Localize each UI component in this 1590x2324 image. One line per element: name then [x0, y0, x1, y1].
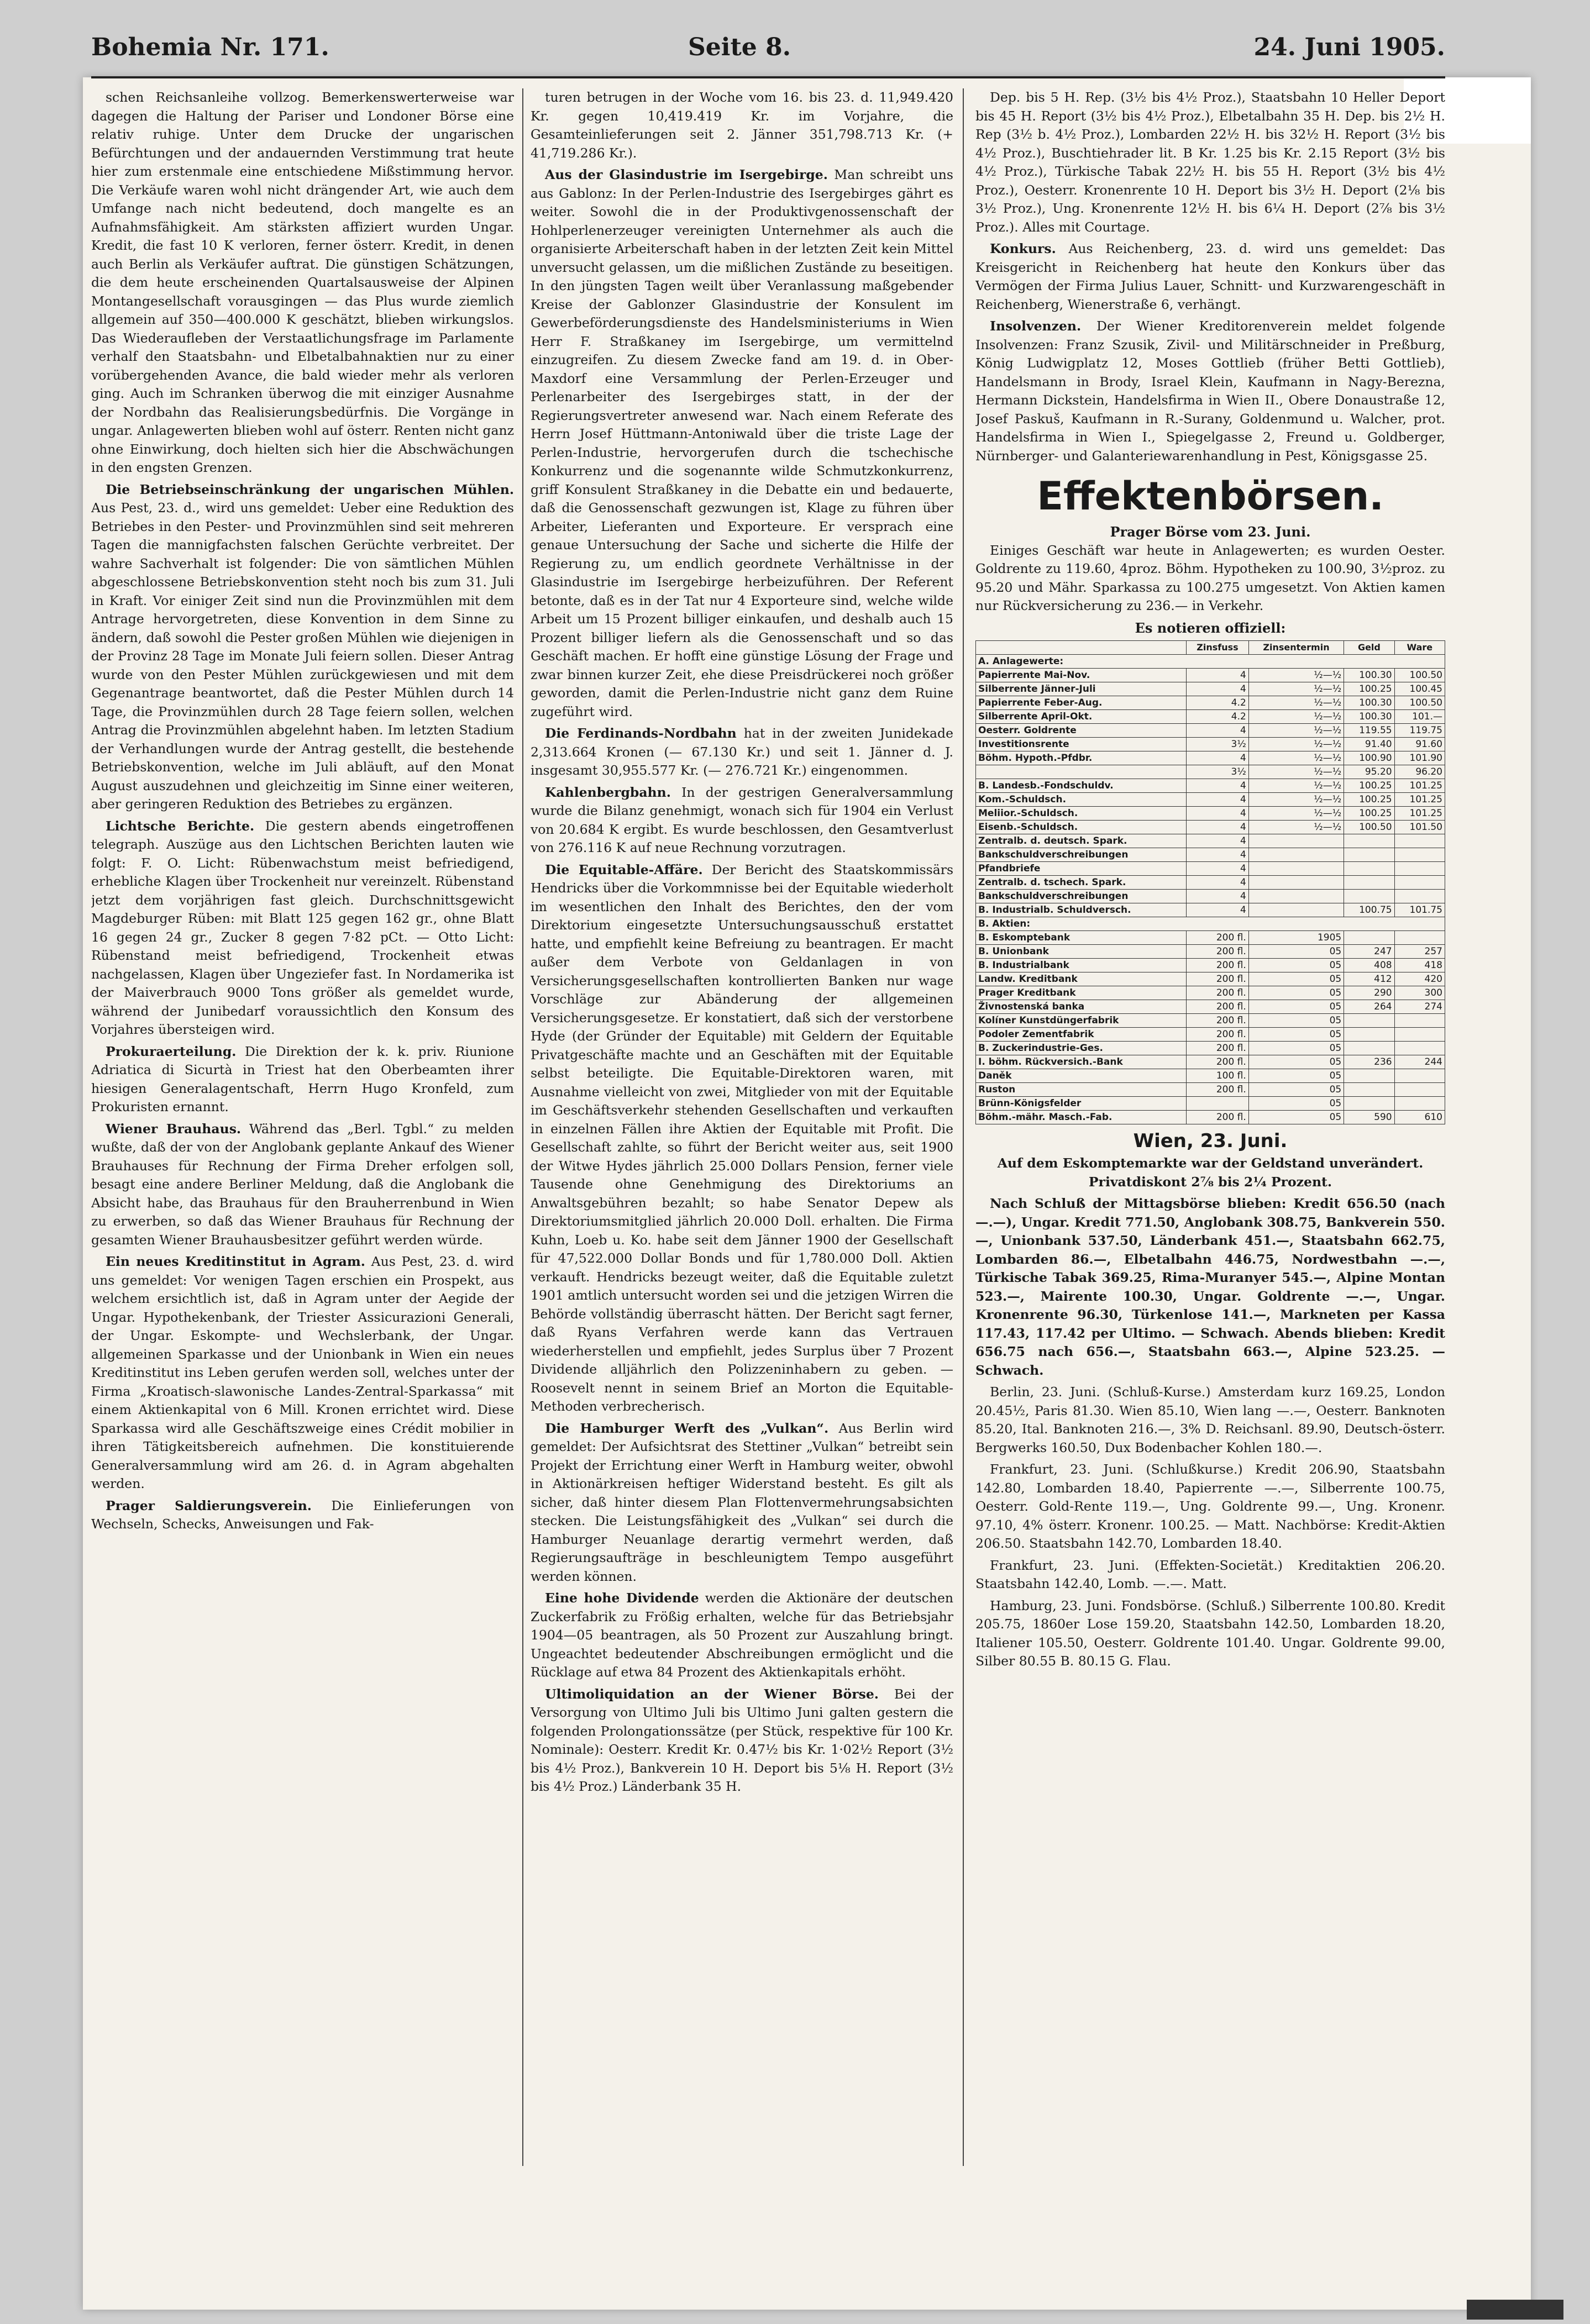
- table-cell: [1344, 862, 1394, 876]
- table-cell: [1344, 931, 1394, 945]
- table-cell: 91.40: [1344, 738, 1394, 751]
- article-text: schen Reichsanleihe vollzog. Bemerkenswerterweise war dagegen die Haltung der Pariser und Londoner Börse eine relativ ruhige. Unter dem Drucke der ungarischen Befürchtungen und der andauernden Verstimmung trat heute hier zum erstenmale eine entschiedene Mißstimmung hervor. Die Verkäufe waren wohl nicht drängender Art, wie auch dem Umfange nach nicht bedeutend, doch mangelte es an Aufnahmsfähigkeit. Am stärksten affiziert wurden Ungar. Kredit, die fast 10 K verloren, ferner österr. Kredit, in denen auch Berlin als Verkäufer auftrat. Die günstigen Schätzungen, die dem heute erscheinenden Quartalsausweise der Alpinen Montangesellschaft vorausgingen — das Plus wurde ziemlich allgemein auf 350—400.000 K geschätzt, blieben wirkungslos. Das Wiederaufleben der Verstaatlichungsfrage im Parlamente verhalf den Staatsbahn- und Elbetalbahnaktien nur zu einer vorübergehenden Avance, die bald wieder mehr als verloren ging. Auch im Schranken überwog die mit einziger Ausnahme der Nordbahn das Realisierungsbedürfnis. Die Vorgänge in ungar. Anlagewerten blieben wohl auf österr. Renten nicht ganz ohne Einwirkung, doch hielten sich hier die Abschwächungen in den engsten Grenzen.: [91, 90, 514, 475]
- article-paragraph: [531, 1589, 953, 1682]
- table-row: [976, 1028, 1445, 1042]
- table-cell: [1394, 876, 1445, 890]
- table-cell: Zentralb. d. tschech. Spark.: [976, 876, 1187, 890]
- col-head: Zinsentermin: [1248, 641, 1344, 655]
- table-cell: Meliior.-Schuldsch.: [976, 807, 1187, 821]
- table-cell: ½—½: [1248, 738, 1344, 751]
- table-cell: [1248, 862, 1344, 876]
- frankfurt-text: Frankfurt, 23. Juni. (Schlußkurse.) Kredit 206.90, Staatsbahn 142.80, Lombarden 18.40, Papierrente —.—, Silberrente 100.75, Oesterr. Gold-Rente 119.—, Ung. Goldrente 99.—, Ung. Kronenr. 97.10, 4% österr. Kronenr. 100.25. — Matt. Nachbörse: Kredit-Aktien 206.50. Staatsbahn 142.70, Lombarden 18.40.: [975, 1461, 1445, 1551]
- table-cell: 4: [1187, 903, 1249, 917]
- article-paragraph: [531, 88, 953, 162]
- page-header: [91, 28, 1445, 66]
- header-right: 24. Juni 1905.: [1253, 33, 1445, 61]
- column-2: [531, 88, 953, 2160]
- prague-heading: Prager Börse vom 23. Juni.: [1110, 524, 1311, 540]
- table-cell: 247: [1344, 945, 1394, 959]
- article-heading: Prager Saldierungsverein.: [106, 1497, 312, 1513]
- article-text: Aus Pest, 23. d. wird uns gemeldet: Vor wenigen Tagen erschien ein Prospekt, aus welchem ersichtlich ist, daß in Agram unter der Aegide der Ungar. Hypothekenbank, der Triester Assicurazioni Generali, der Ungar. Eskompte- und Wechslerbank, der Ungar. allgemeinen Sparkasse und der Unionbank in Wien ein neues Kreditinstitut ins Leben gerufen werden soll, welches unter der Firma „Kroatisch-slawonische Landes-Zentral-Sparkassa“ mit einem Aktienkapital von 6 Mill. Kronen errichtet wird. Diese Sparkassa wird alle Geschäftszweige eines Crédit mobilier in ihren Tätigkeitsbereich aufnehmen. Die konstituierende Generalversammlung wird am 26. d. in Agram abgehalten werden.: [91, 1254, 514, 1491]
- table-row: [976, 972, 1445, 986]
- table-cell: 4: [1187, 876, 1249, 890]
- table-cell: ½—½: [1248, 807, 1344, 821]
- article-paragraph: [531, 784, 953, 858]
- table-cell: ½—½: [1248, 682, 1344, 696]
- table-cell: 100.30: [1344, 669, 1394, 682]
- article-heading: Eine hohe Dividende: [545, 1590, 699, 1606]
- table-cell: 101.90: [1394, 751, 1445, 765]
- table-cell: 590: [1344, 1111, 1394, 1124]
- article-paragraph: [91, 1497, 514, 1534]
- table-cell: 91.60: [1394, 738, 1445, 751]
- table-cell: 200 fl.: [1187, 1111, 1249, 1124]
- section-heading: A. Anlagewerte:: [976, 655, 1445, 669]
- table-cell: 100.25: [1344, 779, 1394, 793]
- table-cell: [1344, 848, 1394, 862]
- table-cell: Prager Kreditbank: [976, 986, 1187, 1000]
- table-cell: 05: [1248, 1014, 1344, 1028]
- table-row: [976, 931, 1445, 945]
- table-cell: 4: [1187, 821, 1249, 834]
- table-cell: 05: [1248, 959, 1344, 972]
- table-cell: Ruston: [976, 1083, 1187, 1097]
- wien-text: Nach Schluß der Mittagsbörse blieben: Kredit 656.50 (nach —.—), Ungar. Kredit 771.50, Anglobank 308.75, Bankverein 550.—, Unionbank 537.50, Länderbank 451.—, Staatsbahn 662.75, Lombarden 86.—, Elbetalbahn 446.75, Nordwestbahn —.—, Türkische Tabak 369.25, Rima-Muranyer 545.—, Alpine Montan 523.—, Mairente 100.30, Ungar. Goldrente —.—, Ungar. Kronenrente 96.30, Türkenlose 141.—, Markneten per Kassa 117.43, 117.42 per Ultimo. — Schwach. Abends blieben: Kredit 656.75 nach 656.—, Staatsbahn 663.—, Alpine 523.25. — Schwach.: [975, 1196, 1445, 1378]
- article-paragraph: [91, 817, 514, 1039]
- table-cell: [1248, 834, 1344, 848]
- article-heading: Lichtsche Berichte.: [106, 818, 255, 834]
- table-row: [976, 1111, 1445, 1124]
- frankfurt2-text: Frankfurt, 23. Juni. (Effekten-Societät.) Kreditaktien 206.20. Staatsbahn 142.40, Lomb. —.—. Matt.: [975, 1557, 1445, 1591]
- table-cell: 101.25: [1394, 793, 1445, 807]
- header-rule: [91, 76, 1445, 78]
- table-cell: 420: [1394, 972, 1445, 986]
- table-cell: 100.90: [1344, 751, 1394, 765]
- table-row: [976, 903, 1445, 917]
- table-cell: [1394, 1069, 1445, 1083]
- table-cell: Böhm. Hypoth.-Pfdbr.: [976, 751, 1187, 765]
- article-text: Die Direktion der k. k. priv. Riunione Adriatica di Sicurtà in Triest hat den Oberbeamten ihrer hiesigen Generalagentschaft, Herrn Hugo Kronfeld, zum Prokuristen ernannt.: [91, 1043, 514, 1114]
- wien-bold: Auf dem Eskomptemarkte war der Geldstand unverändert. Privatdiskont 2⅞ bis 2¼ Prozent.: [997, 1155, 1424, 1190]
- table-cell: Živnostenská banka: [976, 1000, 1187, 1014]
- table-cell: 119.75: [1394, 724, 1445, 738]
- table-cell: 200 fl.: [1187, 959, 1249, 972]
- table-cell: [1394, 862, 1445, 876]
- table-cell: 244: [1394, 1055, 1445, 1069]
- table-cell: ½—½: [1248, 793, 1344, 807]
- table-cell: Bankschuldverschreibungen: [976, 890, 1187, 903]
- table-cell: 05: [1248, 986, 1344, 1000]
- table-row: [976, 890, 1445, 903]
- table-cell: 05: [1248, 1069, 1344, 1083]
- col-head: Geld: [1344, 641, 1394, 655]
- col-head: Zinsfuss: [1187, 641, 1249, 655]
- table-cell: 200 fl.: [1187, 1000, 1249, 1014]
- table-cell: 274: [1394, 1000, 1445, 1014]
- table-cell: ½—½: [1248, 724, 1344, 738]
- table-row: [976, 738, 1445, 751]
- table-cell: [1394, 931, 1445, 945]
- table-row: [976, 959, 1445, 972]
- table-cell: 05: [1248, 1111, 1344, 1124]
- article-paragraph: [975, 317, 1445, 465]
- table-cell: [1394, 1083, 1445, 1097]
- table-row: [976, 751, 1445, 765]
- table-cell: 3½: [1187, 738, 1249, 751]
- table-cell: 4.2: [1187, 710, 1249, 724]
- table-cell: 101.50: [1394, 821, 1445, 834]
- table-cell: B. Landesb.-Fondschuldv.: [976, 779, 1187, 793]
- article-paragraph: [91, 1120, 514, 1250]
- table-cell: [1344, 890, 1394, 903]
- article-text: Man schreibt uns aus Gablonz: In der Perlen-Industrie des Isergebirges gährt es weiter. Sowohl die in der Produktivgenossenschaft der Hohlperlenerzeuger vereinigten Unternehmer als auch die organisierte Arbeiterschaft haben in der letzten Zeit kein Mittel unversucht gelassen, um die mißlichen Zustände zu beseitigen. In den jüngsten Tagen weilt über Veranlassung maßgebender Kreise der Gablonzer Glasindustrie der Konsulent im Gewerbeförderungsdienste des Handelsministeriums in Wien Herr F. Straßkaney im Isergebirge, um vermittelnd einzugreifen. Zu diesem Zwecke fand am 19. d. in Ober-Maxdorf eine Versammlung der Perlen-Erzeuger und Perlenarbeiter des Isergebirges statt, in der der Regierungsvertreter anwesend war. Nach einem Referate des Herrn Josef Hüttmann-Antoniwald über die triste Lage der Perlen-Industrie, hervorgerufen durch die tschechische Konkurrenz und die sogenannte wilde Schmutzkonkurrenz, griff Konsulent Straßkaney in die Debatte ein und bedauerte, daß die Genossenschaft gezwungen ist, Klage zu führen über Arbeiter, Lieferanten und Exporteure. Er versprach eine genaue Untersuchung der Sache und sicherte die Hilfe der Regierung zu, um endlich geordnete Verhältnisse in der Glasindustrie im Isergebirge herbeizuführen. Der Referent betonte, daß es in der Tat nur 4 Exporteure sind, welche wilde Arbeit um 15 Prozent billiger einkaufen, und deshalb auch 15 Prozent billiger liefern als die Genossenschaft und so das Geschäft machen. Er hofft eine günstige Lösung der Frage und zwar binnen kurzer Zeit, ehe diese Preisdrückerei noch größer geworden, damit die Perlen-Industrie nicht ganz dem Ruine zugeführt wird.: [531, 167, 953, 719]
- table-cell: 200 fl.: [1187, 1028, 1249, 1042]
- table-row: [976, 724, 1445, 738]
- table-cell: ½—½: [1248, 696, 1344, 710]
- table-cell: 100.50: [1394, 696, 1445, 710]
- article-heading: Aus der Glasindustrie im Isergebirge.: [545, 167, 828, 182]
- table-cell: 290: [1344, 986, 1394, 1000]
- table-cell: Brünn-Königsfelder: [976, 1097, 1187, 1111]
- table-cell: 200 fl.: [1187, 1014, 1249, 1028]
- article-paragraph: [531, 724, 953, 780]
- article-heading: Insolvenzen.: [990, 318, 1082, 334]
- table-cell: Papierrente Feber-Aug.: [976, 696, 1187, 710]
- table-cell: 05: [1248, 1000, 1344, 1014]
- table-cell: ½—½: [1248, 669, 1344, 682]
- article-heading: Die Hamburger Werft des „Vulkan“.: [545, 1420, 829, 1436]
- notiert-heading: Es notieren offiziell:: [1135, 619, 1286, 636]
- table-cell: 200 fl.: [1187, 945, 1249, 959]
- table-cell: 4: [1187, 751, 1249, 765]
- table-row: [976, 986, 1445, 1000]
- table-cell: [1344, 1097, 1394, 1111]
- article-paragraph: [91, 481, 514, 814]
- column-divider: [963, 88, 964, 2166]
- article-text: Bei der Versorgung von Ultimo Juli bis Ultimo Juni galten gestern die folgenden Prolongationssätze (per Stück, respektive für 100 Kr. Nominale): Oesterr. Kredit Kr. 0.47½ bis Kr. 1·02½ Report (3½ bis 4½ Proz.), Bankverein 10 H. Deport bis 5⅛ H. Report (3½ bis 4½ Proz.) Länderbank 35 H.: [531, 1686, 953, 1794]
- table-cell: Böhm.-mähr. Masch.-Fab.: [976, 1111, 1187, 1124]
- article-text: Die gestern abends eingetroffenen telegraph. Auszüge aus den Lichtschen Berichten lauten wie folgt: F. O. Licht: Rübenwachstum meist befriedigend, erhebliche Klagen über Trockenheit nur vereinzelt. Rübenstand jetzt dem vorjährigen fast gleich. Durchschnittsgewicht Magdeburger Rüben: mit Blatt 125 gegen 162 gr., ohne Blatt 16 gegen 24 gr., Zucker 8 gegen 7·82 pCt. — Otto Licht: Rübenstand meist befriedigend, Trockenheit etwas nachgelassen, Klagen über Ungeziefer fast. In Nordamerika ist der Maiverbrauch 9000 Tons größer als gemeldet wurde, während der Junibedarf voraussichtlich den Konsum des Vorjahres übersteigen wird.: [91, 818, 514, 1037]
- table-cell: 200 fl.: [1187, 1083, 1249, 1097]
- table-cell: Investitionsrente: [976, 738, 1187, 751]
- table-cell: ½—½: [1248, 821, 1344, 834]
- section-heading: B. Aktien:: [976, 917, 1445, 931]
- table-cell: 4: [1187, 862, 1249, 876]
- col-head: [976, 641, 1187, 655]
- table-cell: B. Zuckerindustrie-Ges.: [976, 1042, 1187, 1055]
- column-divider: [522, 88, 523, 2166]
- aktien-body: [976, 917, 1445, 1124]
- table-cell: 100.25: [1344, 682, 1394, 696]
- table-cell: 100.75: [1344, 903, 1394, 917]
- article-text: Die Einlieferungen von Wechseln, Schecks, Anweisungen und Fak-: [91, 1497, 514, 1532]
- table-cell: Daněk: [976, 1069, 1187, 1083]
- article-heading: Konkurs.: [990, 241, 1056, 256]
- table-cell: B. Unionbank: [976, 945, 1187, 959]
- table-row: [976, 710, 1445, 724]
- header-left: Bohemia Nr. 171.: [91, 33, 329, 61]
- table-cell: 05: [1248, 1055, 1344, 1069]
- table-row: [976, 876, 1445, 890]
- table-row: [976, 1083, 1445, 1097]
- table-cell: 100.25: [1344, 793, 1394, 807]
- table-cell: [1344, 1028, 1394, 1042]
- table-cell: 200 fl.: [1187, 1042, 1249, 1055]
- table-cell: 95.20: [1344, 765, 1394, 779]
- table-cell: Pfandbriefe: [976, 862, 1187, 876]
- table-row: [976, 682, 1445, 696]
- table-cell: [1344, 1014, 1394, 1028]
- table-cell: 100.30: [1344, 710, 1394, 724]
- article-text: hat in der zweiten Junidekade 2,313.664 Kronen (— 67.130 Kr.) und seit 1. Jänner d. J. insgesamt 30,955.577 Kr. (— 276.721 Kr.) eingenommen.: [531, 725, 953, 778]
- table-cell: 101.25: [1394, 779, 1445, 793]
- hamburg-text: Hamburg, 23. Juni. Fondsbörse. (Schluß.) Silberrente 100.80. Kredit 205.75, 1860er Lose 159.20, Staatsbahn 142.50, Lombarden 18.20, Italiener 105.50, Oesterr. Goldrente 101.40. Ungar. Goldrente 99.00, Silber 80.55 B. 80.15 G. Flau.: [975, 1597, 1445, 1669]
- wien-heading: Wien, 23. Juni.: [1133, 1130, 1288, 1152]
- table-cell: 4: [1187, 834, 1249, 848]
- article-heading: Kahlenbergbahn.: [545, 784, 671, 800]
- table-cell: 101.—: [1394, 710, 1445, 724]
- table-cell: [1344, 1042, 1394, 1055]
- article-text: Aus Pest, 23. d., wird uns gemeldet: Ueber eine Reduktion des Betriebes in den Pester- und Provinzmühlen sind seit mehreren Tagen die mannigfachsten falschen Gerüchte verbreitet. Der wahre Sachverhalt ist folgender: Die von sämtlichen Mühlen abgeschlossene Betriebskonvention steht noch bis zum 31. Juli in Kraft. Vor einiger Zeit sind nun die Provinzmühlen mit dem Antrage hervorgetreten, diese Konvention in dem Sinne zu ändern, daß sowohl die Pester großen Mühlen wie diejenigen in der Provinz 28 Tage im Monate Juli feiern sollen. Dieser Antrag wurde von den Pester Mühlen zurückgewiesen und mit dem Gegenantrage beantwortet, daß die Pester Mühlen durch 14 Tage, die Provinzmühlen durch 28 Tage feiern sollen, welchen Antrag die Provinzmühlen abgelehnt haben. Im letzten Stadium der Verhandlungen wurde der Antrag gestellt, die bestehende Betriebskonvention, welche im Juli abläuft, auf den Monat August auszudehnen und gleichzeitig im Sinne einer weiteren, aber geringeren Reduktion des Betriebes zu ergänzen.: [91, 500, 514, 812]
- article-heading: Ultimoliquidation an der Wiener Börse.: [545, 1686, 879, 1702]
- table-cell: 1905: [1248, 931, 1344, 945]
- table-cell: 100.50: [1344, 821, 1394, 834]
- table-cell: 4: [1187, 724, 1249, 738]
- berlin-text: Berlin, 23. Juni. (Schluß-Kurse.) Amsterdam kurz 169.25, London 20.45½, Paris 81.30. Wien 85.10, Wien lang —.—, Oesterr. Banknoten 85.20, Ital. Banknoten 216.—, 3% D. Reichsanl. 89.90, Deutsch-österr. Bergwerks 160.50, Dux Bodenbacher Kohlen 180.—.: [975, 1384, 1445, 1455]
- table-cell: 4: [1187, 669, 1249, 682]
- table-cell: 4: [1187, 848, 1249, 862]
- table-cell: 05: [1248, 1028, 1344, 1042]
- table-cell: [1344, 834, 1394, 848]
- prague-text: Einiges Geschäft war heute in Anlagewerten; es wurden Oester. Goldrente zu 119.60, 4proz. Böhm. Hypotheken zu 100.90, 3½proz. zu 95.20 und Mähr. Sparkassa zu 100.275 umgesetzt. Von Aktien kamen nur Rückversicherung zu 236.— in Verkehr.: [975, 542, 1445, 613]
- table-cell: 3½: [1187, 765, 1249, 779]
- article-paragraph: [91, 88, 514, 477]
- table-cell: 101.25: [1394, 807, 1445, 821]
- table-cell: 100.30: [1344, 696, 1394, 710]
- article-paragraph: [531, 1685, 953, 1796]
- table-cell: 200 fl.: [1187, 972, 1249, 986]
- table-cell: 264: [1344, 1000, 1394, 1014]
- table-row: [976, 793, 1445, 807]
- article-text: Dep. bis 5 H. Rep. (3½ bis 4½ Proz.), Staatsbahn 10 Heller Deport bis 45 H. Report (3½ bis 4½ Proz.), Elbetalbahn 35 H. Dep. bis 2½ H. Rep (3½ b. 4½ Proz.), Lombarden 22½ H. bis 32½ H. Report (3½ bis 4½ Proz.), Buschtiehrader lit. B Kr. 1.25 bis Kr. 2.15 Report (3½ bis 4½ Proz.), Türkische Tabak 22½ H. bis 55 H. Report (3½ bis 4½ Proz.), Oesterr. Kronenrente 10 H. Deport bis 3½ H. Deport (2⅛ bis 3½ Proz.), Ung. Kronenrente 12½ H. bis 6¼ H. Deport (2⅞ bis 3½ Proz.). Alles mit Courtage.: [975, 90, 1445, 235]
- table-cell: 4: [1187, 793, 1249, 807]
- table-cell: 200 fl.: [1187, 986, 1249, 1000]
- table-cell: 408: [1344, 959, 1394, 972]
- article-heading: Die Ferdinands-Nordbahn: [545, 725, 737, 741]
- table-row: [976, 848, 1445, 862]
- table-cell: ½—½: [1248, 779, 1344, 793]
- table-cell: 4.2: [1187, 696, 1249, 710]
- table-cell: 05: [1248, 1097, 1344, 1111]
- quotes-table: [975, 640, 1445, 1124]
- table-cell: [1394, 1014, 1445, 1028]
- table-cell: 418: [1394, 959, 1445, 972]
- table-row: [976, 834, 1445, 848]
- table-row: [976, 669, 1445, 682]
- article-text: Aus Reichenberg, 23. d. wird uns gemeldet: Das Kreisgericht in Reichenberg hat heute den Konkurs über das Vermögen der Firma Julius Lauer, Schnitt- und Kurzwarengeschäft in Reichenberg, Wienerstraße 6, verhängt.: [975, 241, 1445, 312]
- table-cell: 4: [1187, 807, 1249, 821]
- article-text: Der Bericht des Staatskommissärs Hendricks über die Vorkommnisse bei der Equitable wiederholt im wesentlichen den Inhalt des Berichtes, den der vom Direktorium eingesetzte Untersuchungsausschuß erstattet hatte, und empfiehlt keine Befreiung zu beantragen. Er macht außer dem Verbote von Geldanlagen in von Versicherungsgesellschaften kontrollierten Banken nur wage Vorschläge zur Abänderung der allgemeinen Versicherungsgesetze. Er konstatiert, daß sich der verstorbene Hyde (der Gründer der Equitable) mit Geldern der Equitable Privatgeschäfte machte und an Geschäften mit der Equitable selbst beteiligte. Die Equitable-Direktoren waren, mit Ausnahme vielleicht von zwei, Mitglieder von mit der Equitable im Geschäftsverkehr stehenden Gesellschaften und verkauften in einzelnen Fällen ihre Aktien der Equitable mit Profit. Die Gesellschaft zahlte, so führt der Bericht weiter aus, seit 1900 der Witwe Hydes jährlich 25.000 Dollars Pension, ferner viele Tausende ohne Genehmigung des Direktoriums an Anwaltsgebühren bezahlt; so habe Senator Depew als Direktoriumsmitglied jährlich 20.000 Doll. erhalten. Die Firma Kuhn, Loeb u. Ko. habe seit dem Jänner 1900 der Gesellschaft für 47,522.000 Dollar Bonds und für 1,780.000 Doll. Aktien verkauft. Hendricks bezeugt weiter, daß die Equitable zuletzt 1901 amtlich untersucht worden sei und die jetzigen Wirren die Behörde vollständig überrascht hätten. Der Bericht sagt ferner, daß Ryans Verfahren werde kann das Vertrauen wiederherstellen und empfiehlt, jedes Surplus über 7 Prozent Dividende alljährlich den Polizzeninhabern zu geben. — Roosevelt nennt in seinem Brief an Morton die Equitable-Methoden verbrecherisch.: [531, 861, 953, 1414]
- table-cell: [1394, 890, 1445, 903]
- column-3: [975, 88, 1445, 2160]
- table-cell: [1248, 903, 1344, 917]
- col-head: Ware: [1394, 641, 1445, 655]
- scan-strip: [1467, 2300, 1563, 2320]
- table-cell: 236: [1344, 1055, 1394, 1069]
- table-cell: 4: [1187, 890, 1249, 903]
- table-cell: 100.50: [1394, 669, 1445, 682]
- table-row: [976, 779, 1445, 793]
- article-text: Aus Berlin wird gemeldet: Der Aufsichtsrat des Stettiner „Vulkan“ betreibt sein Projekt der Errichtung einer Werft in Hamburg weiter, obwohl in Aktionärkreisen heftiger Widerstand besteht. Es gilt als sicher, daß hinter diesem Plan Flottenvermehrungsabsichten stecken. Die Leistungsfähigkeit des „Vulkan“ sei durch die Hamburger Neuanlage derartig vermehrt werden, daß Regierungsaufträge in beschleunigtem Tempo ausgeführt werden können.: [531, 1420, 953, 1584]
- effekten-title: Effektenbörsen.: [1037, 474, 1384, 519]
- article-heading: Die Betriebseinschränkung der ungarischen Mühlen.: [106, 481, 514, 497]
- table-cell: 05: [1248, 972, 1344, 986]
- table-row: [976, 696, 1445, 710]
- article-paragraph: [91, 1253, 514, 1494]
- table-cell: Silberrente April-Okt.: [976, 710, 1187, 724]
- table-cell: [976, 765, 1187, 779]
- article-heading: Prokuraerteilung.: [106, 1043, 237, 1059]
- table-cell: 05: [1248, 1083, 1344, 1097]
- column-1: [91, 88, 514, 2160]
- table-cell: [1344, 1069, 1394, 1083]
- table-row: [976, 821, 1445, 834]
- table-cell: Silberrente Jänner-Juli: [976, 682, 1187, 696]
- table-row: [976, 765, 1445, 779]
- table-cell: I. böhm. Rückversich.-Bank: [976, 1055, 1187, 1069]
- table-row: [976, 945, 1445, 959]
- article-paragraph: [531, 166, 953, 721]
- table-cell: 101.75: [1394, 903, 1445, 917]
- table-cell: [1248, 876, 1344, 890]
- table-cell: [1187, 1097, 1249, 1111]
- table-cell: Kolíner Kunstdüngerfabrik: [976, 1014, 1187, 1028]
- article-paragraph: [531, 861, 953, 1416]
- article-text: turen betrugen in der Woche vom 16. bis 23. d. 11,949.420 Kr. gegen 10,419.419 Kr. im Vorjahre, die Gesamteinlieferungen seit 2. Jänner 351,798.713 Kr. (+ 41,719.286 Kr.).: [531, 90, 953, 161]
- table-cell: ½—½: [1248, 765, 1344, 779]
- article-text: Der Wiener Kreditorenverein meldet folgende Insolvenzen: Franz Szusik, Zivil- und Militärschneider in Preßburg, König Ludwigplatz 12, Moses Gottlieb (früher Betti Gottlieb), Handelsmann in Brody, Israel Klein, Kaufmann in Nagy-Berezna, Hermann Dickstein, Handelsfirma in Wien II., Obere Donaustraße 12, Josef Paskuš, Kaufmann in R.-Surany, Goldenmund u. Walcher, prot. Handelsfirma in Wien I., Spiegelgasse 2, Freund u. Goldberger, Nürnberger- und Galanteriewarenhandlung in Pest, Königsgasse 25.: [975, 318, 1445, 464]
- table-cell: 610: [1394, 1111, 1445, 1124]
- table-cell: [1248, 848, 1344, 862]
- table-cell: 200 fl.: [1187, 1055, 1249, 1069]
- table-row: [976, 1055, 1445, 1069]
- article-paragraph: [91, 1043, 514, 1117]
- table-cell: [1394, 1028, 1445, 1042]
- table-cell: 200 fl.: [1187, 931, 1249, 945]
- article-heading: Wiener Brauhaus.: [106, 1121, 242, 1137]
- table-cell: Papierrente Mai-Nov.: [976, 669, 1187, 682]
- table-row: [976, 1097, 1445, 1111]
- table-cell: Podoler Zementfabrik: [976, 1028, 1187, 1042]
- table-row: [976, 1042, 1445, 1055]
- article-paragraph: [975, 240, 1445, 314]
- table-cell: [1394, 848, 1445, 862]
- table-cell: Zentralb. d. deutsch. Spark.: [976, 834, 1187, 848]
- table-row: [976, 1014, 1445, 1028]
- table-cell: 257: [1394, 945, 1445, 959]
- table-cell: Kom.-Schuldsch.: [976, 793, 1187, 807]
- article-heading: Die Equitable-Affäre.: [545, 861, 703, 877]
- table-cell: 100.45: [1394, 682, 1445, 696]
- table-cell: Eisenb.-Schuldsch.: [976, 821, 1187, 834]
- table-cell: B. Industrialb. Schuldversch.: [976, 903, 1187, 917]
- table-cell: 119.55: [1344, 724, 1394, 738]
- column-3-articles: [975, 88, 1445, 465]
- table-cell: Landw. Kreditbank: [976, 972, 1187, 986]
- table-cell: 300: [1394, 986, 1445, 1000]
- table-cell: 96.20: [1394, 765, 1445, 779]
- table-cell: [1394, 1097, 1445, 1111]
- table-cell: 4: [1187, 779, 1249, 793]
- table-cell: 412: [1344, 972, 1394, 986]
- table-cell: 05: [1248, 945, 1344, 959]
- table-cell: B. Industrialbank: [976, 959, 1187, 972]
- table-cell: [1344, 1083, 1394, 1097]
- table-cell: [1394, 834, 1445, 848]
- article-text: Während das „Berl. Tgbl.“ zu melden wußte, daß der von der Anglobank geplante Ankauf des Wiener Brauhauses für Rechnung der Firma Dreher erfolgen soll, besagt eine andere Berliner Meldung, daß die Anglobank die Absicht habe, das Brauhaus für den Brauherrenbund in Wien zu erwerben, so daß das Wiener Brauhaus für Rechnung der gesamten Wiener Brauhausbesitzer geführt werden würde.: [91, 1121, 514, 1248]
- table-row: [976, 1069, 1445, 1083]
- table-cell: Oesterr. Goldrente: [976, 724, 1187, 738]
- table-cell: 100.25: [1344, 807, 1394, 821]
- table-row: [976, 862, 1445, 876]
- table-cell: 05: [1248, 1042, 1344, 1055]
- article-text: In der gestrigen Generalversammlung wurde die Bilanz genehmigt, wonach sich für 1904 ein Verlust von 20.684 K ergibt. Es wurde beschlossen, den Gesamtverlust von 276.116 K auf neue Rechnung vorzutragen.: [531, 784, 953, 855]
- table-row: [976, 1000, 1445, 1014]
- table-cell: 4: [1187, 682, 1249, 696]
- table-cell: B. Eskomptebank: [976, 931, 1187, 945]
- article-paragraph: [531, 1419, 953, 1586]
- table-row: [976, 807, 1445, 821]
- table-cell: Bankschuldverschreibungen: [976, 848, 1187, 862]
- article-paragraph: [975, 88, 1445, 236]
- article-heading: Ein neues Kreditinstitut in Agram.: [106, 1254, 365, 1269]
- article-text: werden die Aktionäre der deutschen Zuckerfabrik zu Frößig erhalten, welche für das Betriebsjahr 1904—05 beantragen, als 50 Prozent zur Auszahlung bringt. Ungeachtet bedeutender Abschreibungen ermöglicht und die Rücklage auf etwa 84 Prozent des Aktienkapitals erhöht.: [531, 1590, 953, 1680]
- table-cell: [1394, 1042, 1445, 1055]
- table-cell: [1248, 890, 1344, 903]
- table-cell: ½—½: [1248, 710, 1344, 724]
- table-cell: 100 fl.: [1187, 1069, 1249, 1083]
- anlagewerte-body: [976, 655, 1445, 917]
- table-cell: ½—½: [1248, 751, 1344, 765]
- header-center: Seite 8.: [688, 33, 791, 61]
- table-cell: [1344, 876, 1394, 890]
